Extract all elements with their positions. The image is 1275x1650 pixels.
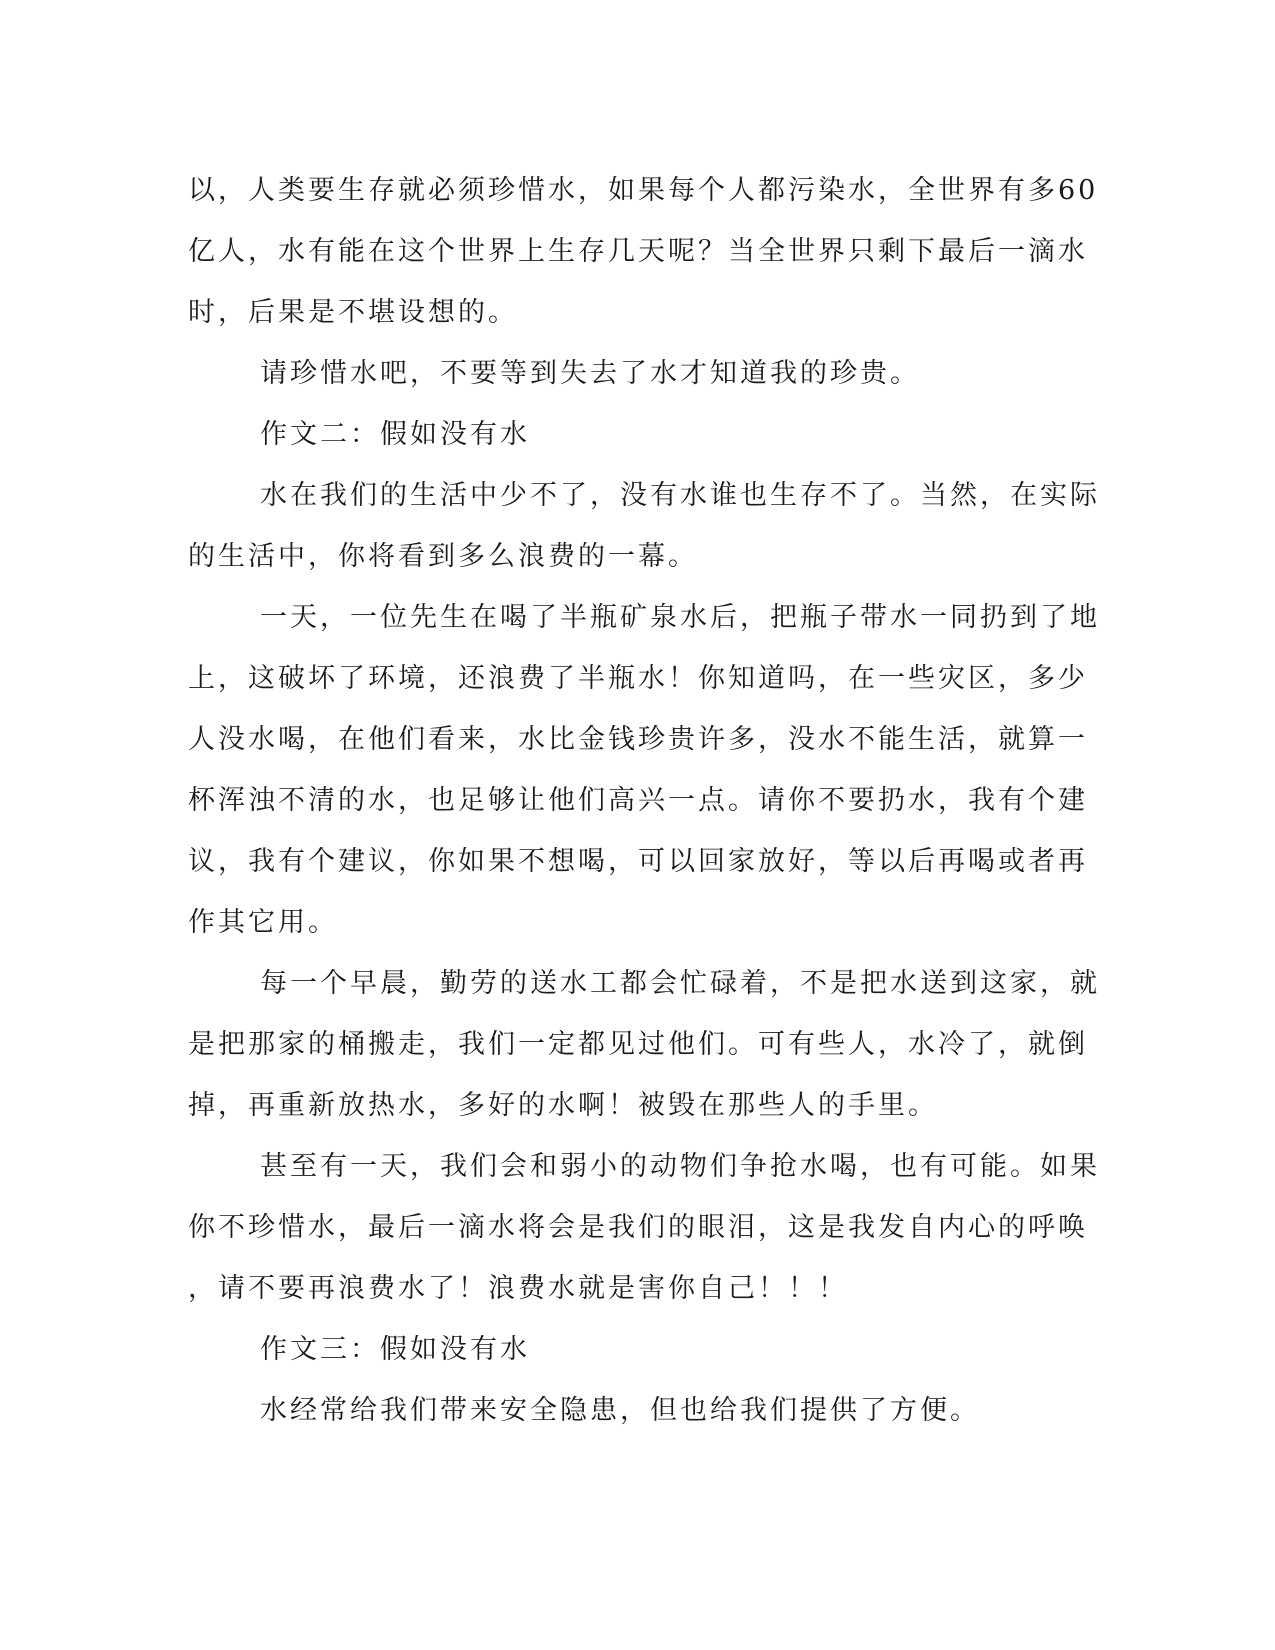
- text-line: 亿人，水有能在这个世界上生存几天呢？当全世界只剩下最后一滴水: [188, 236, 1088, 267]
- document-body: [188, 160, 1100, 1441]
- text-line: 是把那家的桶搬走，我们一定都见过他们。可有些人，水冷了，就倒: [188, 1029, 1088, 1060]
- text-line: 每一个早晨，勤劳的送水工都会忙碌着，不是把水送到这家，就: [260, 968, 1100, 999]
- text-line: 议，我有个建议，你如果不想喝，可以回家放好，等以后再喝或者再: [188, 846, 1088, 877]
- text-line: 杯浑浊不清的水，也足够让他们高兴一点。请你不要扔水，我有个建: [188, 785, 1088, 816]
- text-line: 人没水喝，在他们看来，水比金钱珍贵许多，没水不能生活，就算一: [188, 724, 1088, 755]
- text-line: 以，人类要生存就必须珍惜水，如果每个人都污染水，全世界有多60: [188, 175, 1099, 206]
- section-heading: 作文二：假如没有水: [260, 419, 530, 450]
- text-line: 你不珍惜水，最后一滴水将会是我们的眼泪，这是我发自内心的呼唤: [188, 1212, 1088, 1243]
- text-line: 时，后果是不堪设想的。: [188, 297, 518, 328]
- text-line: 请珍惜水吧，不要等到失去了水才知道我的珍贵。: [260, 358, 920, 389]
- text-line: 的生活中，你将看到多么浪费的一幕。: [188, 541, 698, 572]
- text-line: 水在我们的生活中少不了，没有水谁也生存不了。当然，在实际: [260, 480, 1100, 511]
- text-line: 水经常给我们带来安全隐患，但也给我们提供了方便。: [260, 1395, 980, 1426]
- text-line: 掉，再重新放热水，多好的水啊！被毁在那些人的手里。: [188, 1090, 938, 1121]
- text-line: 上，这破坏了环境，还浪费了半瓶水！你知道吗，在一些灾区，多少: [188, 663, 1088, 694]
- text-line: 一天，一位先生在喝了半瓶矿泉水后，把瓶子带水一同扔到了地: [260, 602, 1100, 633]
- text-line: 作其它用。: [188, 907, 338, 938]
- text-line: 甚至有一天，我们会和弱小的动物们争抢水喝，也有可能。如果: [260, 1151, 1100, 1182]
- section-heading: 作文三：假如没有水: [260, 1334, 530, 1365]
- text-line: ，请不要再浪费水了！浪费水就是害你自己！！！: [188, 1273, 848, 1304]
